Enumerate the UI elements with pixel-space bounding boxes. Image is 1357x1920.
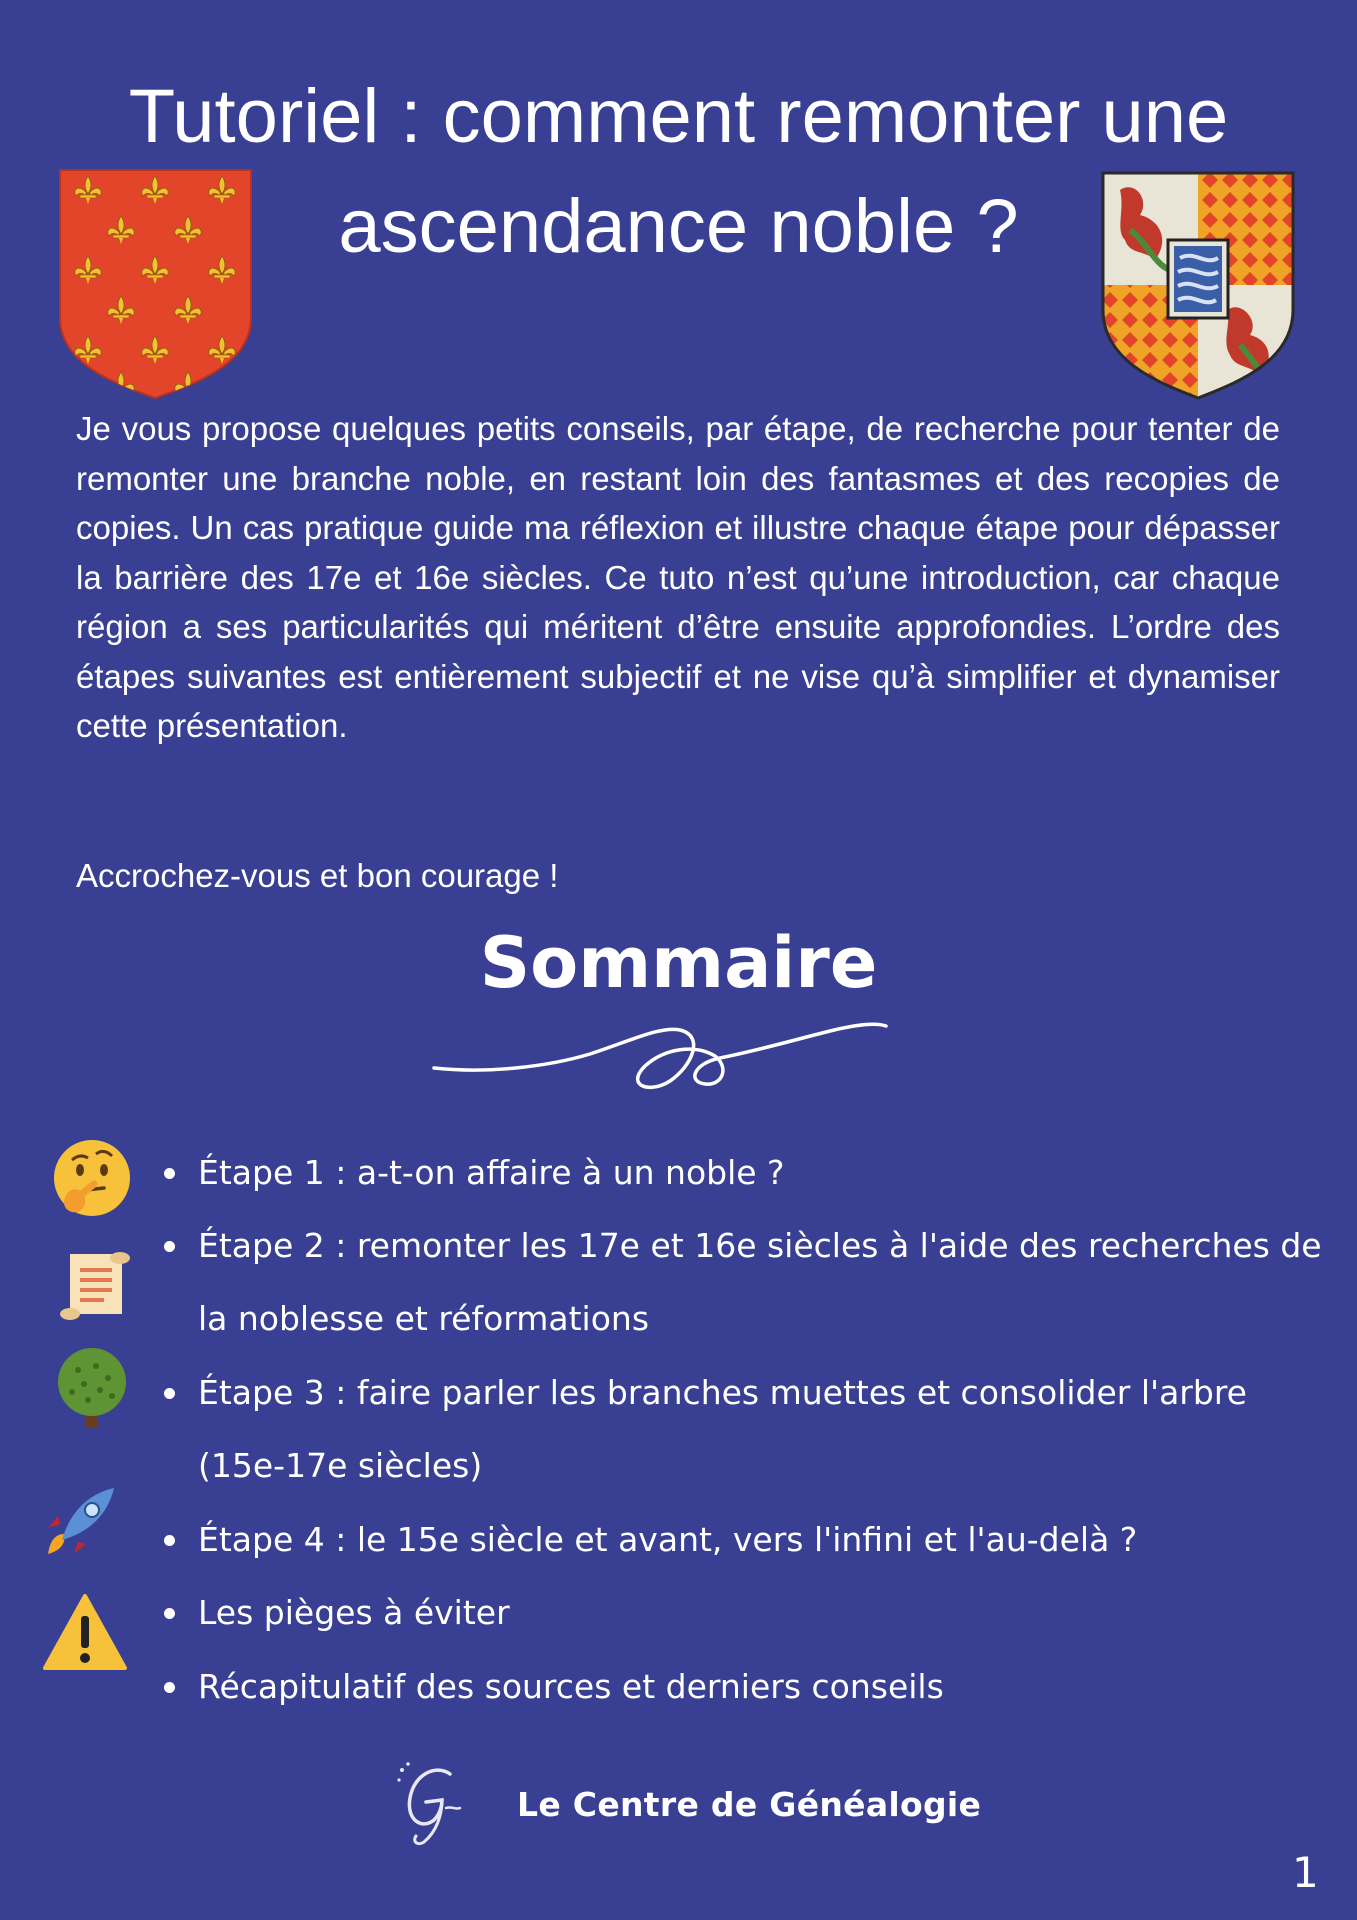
- toc-item-text: Les pièges à éviter: [198, 1593, 510, 1632]
- title-line-2: ascendance noble ?: [338, 184, 1019, 269]
- toc-item-text: Étape 4 : le 15e siècle et avant, vers l'infini et l'au-delà ?: [198, 1520, 1138, 1559]
- toc-item-etape-1: [198, 1136, 1338, 1209]
- footer-brand: Le Centre de Généalogie: [517, 1785, 982, 1824]
- tree-icon: [52, 1346, 132, 1430]
- intro-paragraph: Je vous propose quelques petits conseils, par étape, de recherche pour tenter de remonter une branche noble, en restant loin des fantasmes et des recopies de copies. Un cas pratique guide ma réflexion et illustre chaque étape pour dépasser la barrière des 17e et 16e siècles. Ce tuto n’est qu’une introduction, car chaque région a ses particularités qui méritent d’être ensuite approfondies. L’ordre des étapes suivantes est entièrement subjectif et ne vise qu’à simplifier et dynamiser cette présentation.: [76, 410, 1280, 744]
- toc-item-text-continued: la noblesse et réformations: [198, 1299, 650, 1338]
- toc-item-etape-4: [198, 1503, 1338, 1576]
- encouragement-text: Accrochez-vous et bon courage !: [76, 857, 559, 894]
- fleur-de-lis-shield-icon: [58, 168, 253, 400]
- centre-genealogie-logo-icon: [396, 1760, 466, 1848]
- toc-item-etape-2: [198, 1209, 1338, 1355]
- toc-item-text: Étape 2 : remonter les 17e et 16e siècles à l'aide des recherches de: [198, 1226, 1322, 1265]
- toc-item-text: Étape 3 : faire parler les branches muettes et consolider l'arbre: [198, 1373, 1247, 1412]
- page-number: 1: [1292, 1848, 1319, 1897]
- quartered-shield-icon: [1100, 170, 1296, 400]
- page-title: [128, 62, 1229, 282]
- toc-item-text: Étape 1 : a-t-on affaire à un noble ?: [198, 1153, 785, 1192]
- scroll-icon: [56, 1246, 134, 1324]
- toc-item-recapitulatif: [198, 1650, 1338, 1723]
- rocket-icon: [40, 1482, 120, 1562]
- toc-item-etape-3: [198, 1356, 1338, 1502]
- decorative-swash-icon: [430, 1006, 890, 1096]
- toc-item-text-continued: (15e-17e siècles): [198, 1446, 483, 1485]
- warning-icon: [42, 1592, 128, 1672]
- toc-item-pieges: [198, 1576, 1338, 1649]
- sommaire-heading: Sommaire: [479, 922, 878, 1004]
- title-line-1: Tutoriel : comment remonter une: [128, 74, 1229, 159]
- toc-item-text: Récapitulatif des sources et derniers conseils: [198, 1667, 944, 1706]
- thinking-face-icon: [52, 1138, 132, 1218]
